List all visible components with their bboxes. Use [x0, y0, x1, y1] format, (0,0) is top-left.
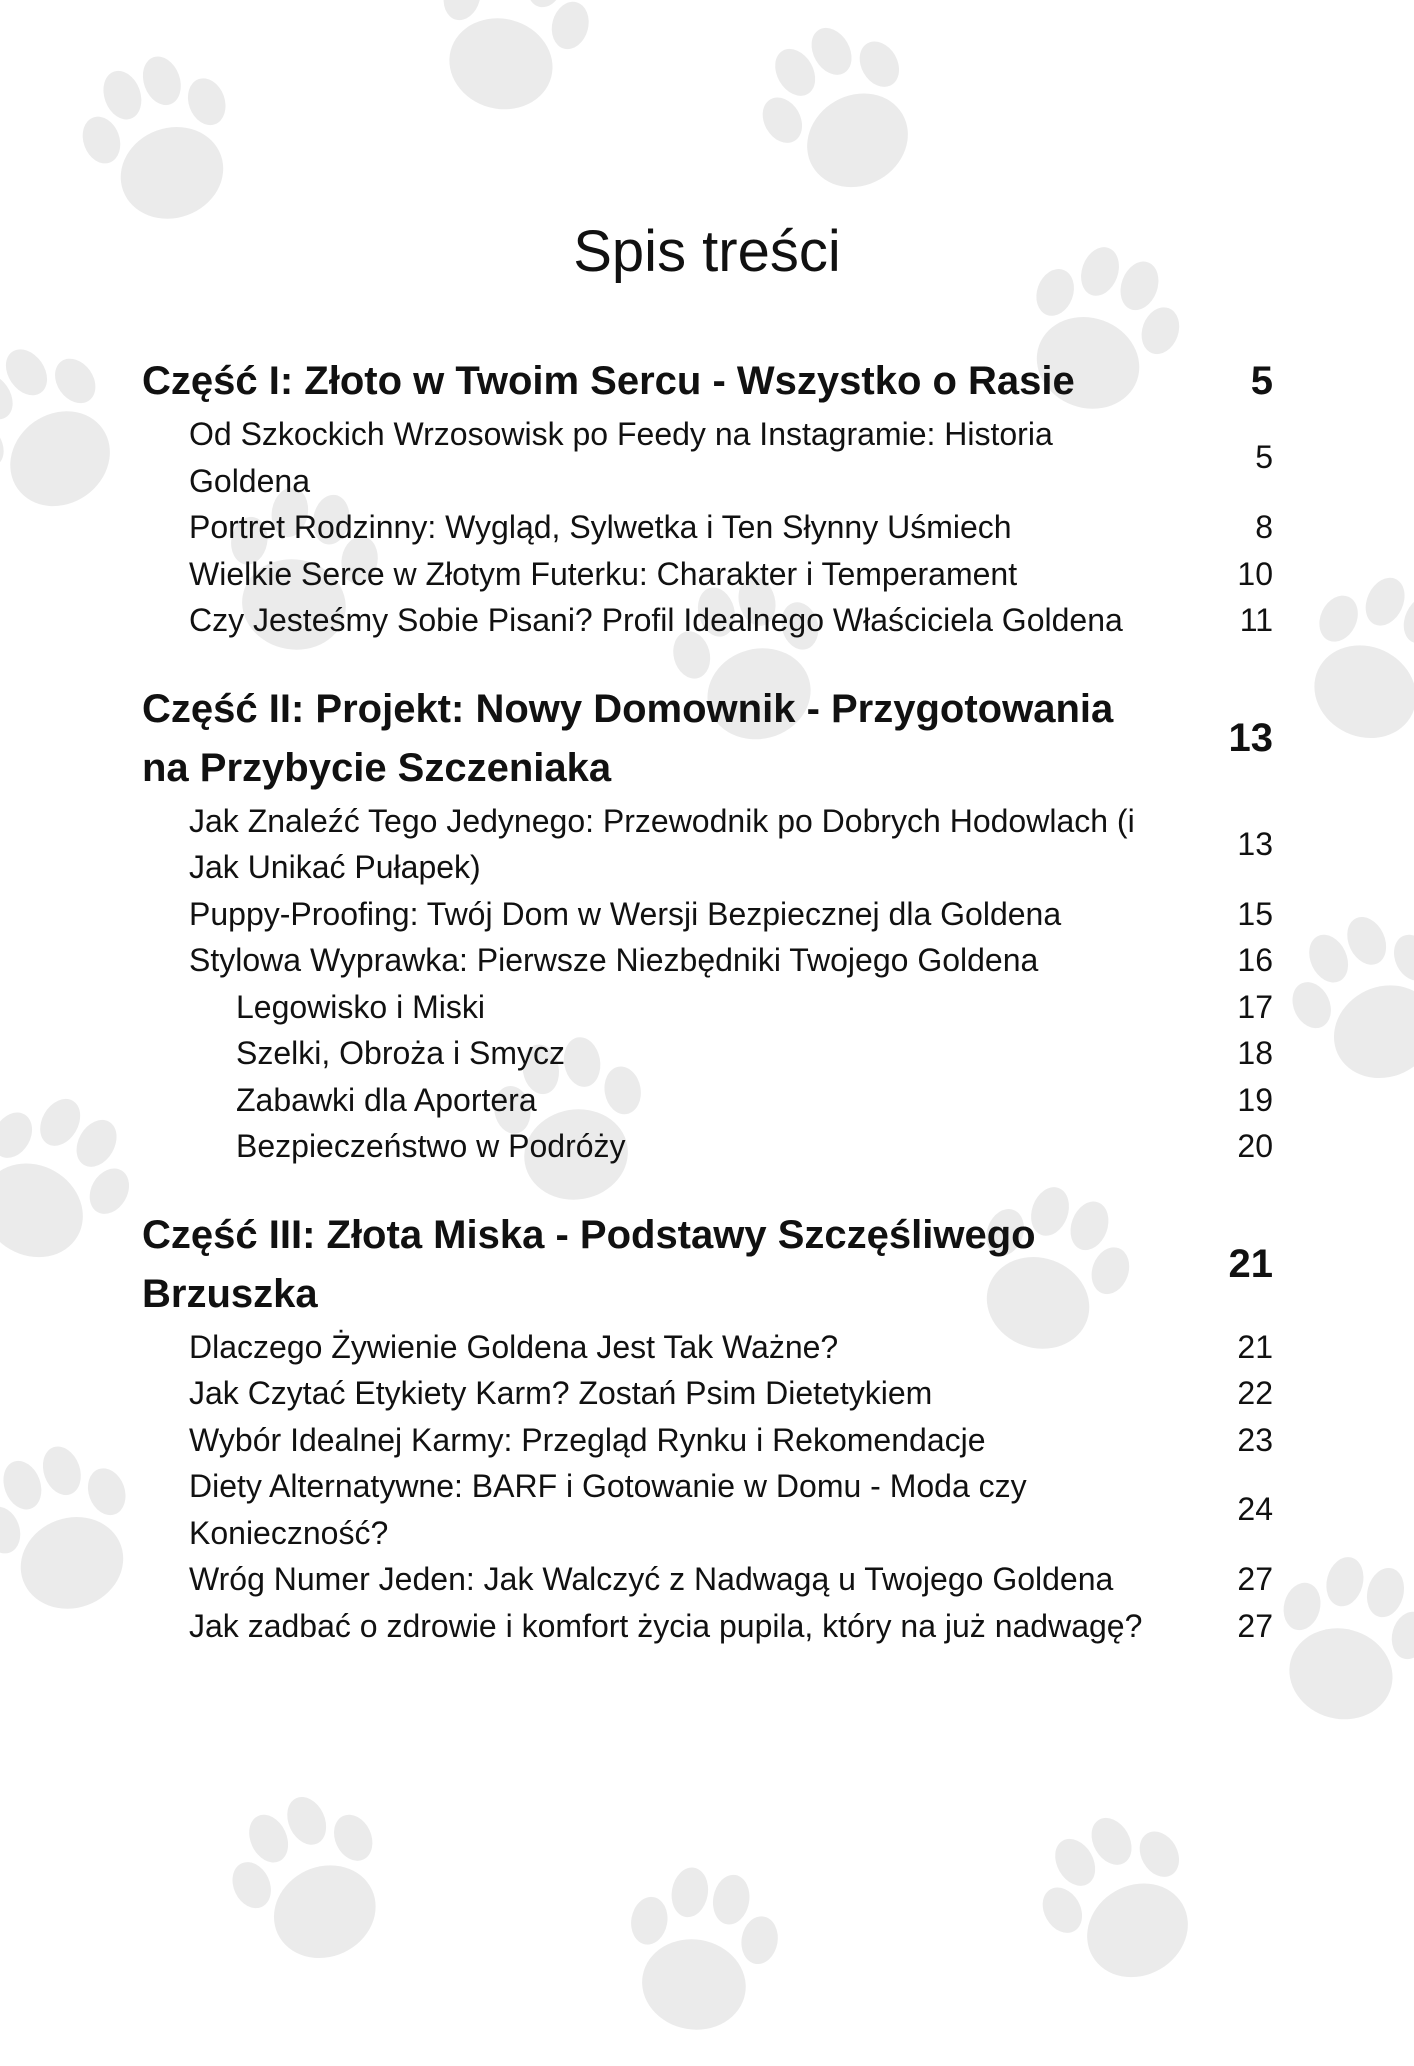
- toc-part-title: Część III: Złota Miska - Podstawy Szczęśliwego Brzuszka: [142, 1206, 1152, 1324]
- toc-chapter-title: Wybór Idealnej Karmy: Przegląd Rynku i Rekomendacje: [142, 1417, 1173, 1464]
- toc-chapter-title: Stylowa Wyprawka: Pierwsze Niezbędniki Twojego Goldena: [142, 937, 1173, 984]
- toc-chapter-title: Dlaczego Żywienie Goldena Jest Tak Ważne?: [142, 1324, 1173, 1371]
- toc-chapter[interactable]: [142, 1556, 1273, 1603]
- table-of-contents: [142, 352, 1273, 1649]
- toc-chapter[interactable]: [142, 891, 1273, 938]
- toc-page-number: 22: [1173, 1370, 1273, 1417]
- section-spacer: [142, 644, 1273, 680]
- toc-chapter-title: Diety Alternatywne: BARF i Gotowanie w Domu - Moda czy Konieczność?: [142, 1463, 1173, 1556]
- toc-part-title: Część I: Złoto w Twoim Sercu - Wszystko o Rasie: [142, 352, 1152, 411]
- toc-chapter-title: Jak Znaleźć Tego Jedynego: Przewodnik po Dobrych Hodowlach (i Jak Unikać Pułapek): [142, 798, 1173, 891]
- toc-chapter[interactable]: [142, 798, 1273, 891]
- toc-chapter[interactable]: [142, 1370, 1273, 1417]
- toc-part-2[interactable]: [142, 680, 1273, 798]
- toc-subchapter[interactable]: [142, 1077, 1273, 1124]
- toc-chapter[interactable]: [142, 551, 1273, 598]
- toc-chapter[interactable]: [142, 937, 1273, 984]
- toc-subchapter-title: Bezpieczeństwo w Podróży: [142, 1123, 1173, 1170]
- toc-page-number: 19: [1173, 1077, 1273, 1124]
- toc-page-number: 13: [1173, 709, 1273, 768]
- toc-chapter-title: Wielkie Serce w Złotym Futerku: Charakter i Temperament: [142, 551, 1173, 598]
- toc-subchapter-title: Szelki, Obroża i Smycz: [142, 1030, 1173, 1077]
- page-title: Spis treści: [0, 216, 1414, 288]
- section-spacer: [142, 1170, 1273, 1206]
- toc-page-number: 24: [1173, 1486, 1273, 1533]
- toc-page-number: 27: [1173, 1556, 1273, 1603]
- toc-page-number: 18: [1173, 1030, 1273, 1077]
- toc-page-number: 11: [1173, 597, 1273, 644]
- toc-page-number: 23: [1173, 1417, 1273, 1464]
- toc-chapter[interactable]: [142, 597, 1273, 644]
- toc-page-number: 13: [1173, 821, 1273, 868]
- toc-chapter-title: Jak zadbać o zdrowie i komfort życia pupila, który na już nadwagę?: [142, 1603, 1173, 1650]
- toc-page-number: 17: [1173, 984, 1273, 1031]
- toc-page-number: 20: [1173, 1123, 1273, 1170]
- toc-page-number: 15: [1173, 891, 1273, 938]
- toc-chapter[interactable]: [142, 1417, 1273, 1464]
- toc-part-1[interactable]: [142, 352, 1273, 411]
- toc-subchapter[interactable]: [142, 1123, 1273, 1170]
- toc-chapter-title: Czy Jesteśmy Sobie Pisani? Profil Idealnego Właściciela Goldena: [142, 597, 1173, 644]
- toc-subchapter[interactable]: [142, 984, 1273, 1031]
- toc-chapter[interactable]: [142, 504, 1273, 551]
- toc-subchapter-title: Zabawki dla Aportera: [142, 1077, 1173, 1124]
- toc-page-number: 21: [1173, 1324, 1273, 1371]
- toc-page-number: 10: [1173, 551, 1273, 598]
- toc-chapter[interactable]: [142, 1463, 1273, 1556]
- toc-page-number: 21: [1173, 1235, 1273, 1294]
- toc-page-number: 8: [1173, 504, 1273, 551]
- toc-chapter-title: Wróg Numer Jeden: Jak Walczyć z Nadwagą u Twojego Goldena: [142, 1556, 1173, 1603]
- toc-chapter-title: Od Szkockich Wrzosowisk po Feedy na Instagramie: Historia Goldena: [142, 411, 1173, 504]
- toc-chapter[interactable]: [142, 1603, 1273, 1650]
- toc-chapter-title: Portret Rodzinny: Wygląd, Sylwetka i Ten Słynny Uśmiech: [142, 504, 1173, 551]
- toc-chapter-title: Jak Czytać Etykiety Karm? Zostań Psim Dietetykiem: [142, 1370, 1173, 1417]
- toc-part-title: Część II: Projekt: Nowy Domownik - Przygotowania na Przybycie Szczeniaka: [142, 680, 1152, 798]
- toc-chapter[interactable]: [142, 411, 1273, 504]
- toc-part-3[interactable]: [142, 1206, 1273, 1324]
- toc-chapter-title: Puppy-Proofing: Twój Dom w Wersji Bezpiecznej dla Goldena: [142, 891, 1173, 938]
- toc-subchapter-title: Legowisko i Miski: [142, 984, 1173, 1031]
- toc-chapter[interactable]: [142, 1324, 1273, 1371]
- toc-page-number: 16: [1173, 937, 1273, 984]
- toc-page-number: 5: [1173, 434, 1273, 481]
- toc-page-number: 27: [1173, 1603, 1273, 1650]
- toc-subchapter[interactable]: [142, 1030, 1273, 1077]
- toc-page-number: 5: [1173, 352, 1273, 411]
